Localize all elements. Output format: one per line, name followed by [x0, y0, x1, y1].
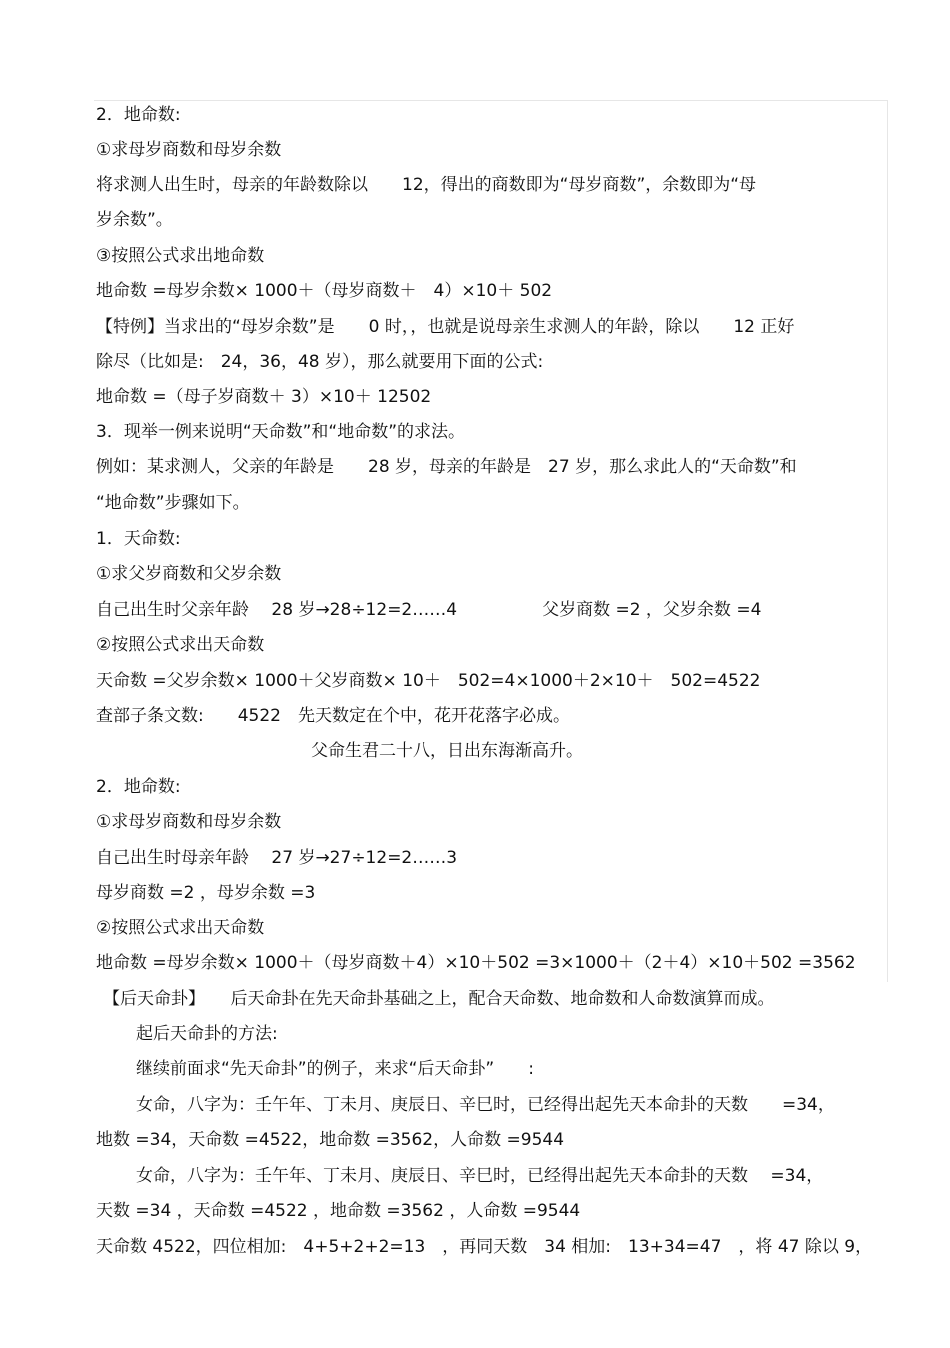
text-line: 自己出生时母亲年龄 27 岁→27÷12=2……3	[96, 848, 458, 868]
text-line: 2．地命数:	[96, 777, 181, 797]
text-line: ③按照公式求出地命数	[96, 246, 265, 266]
text-line: ①求母岁商数和母岁余数	[96, 812, 282, 832]
text-line: 父命生君二十八，日出东海渐高升。	[311, 741, 583, 761]
text-line: 将求测人出生时，母亲的年龄数除以 12，得出的商数即为“母岁商数”，余数即为“母	[96, 175, 757, 195]
text-line: 天命数 4522，四位相加: 4+5+2+2=13 ，再同天数 34 相加: 13+34=47 ，将 47 除以 9，	[96, 1237, 873, 1257]
text-line: 3．现举一例来说明“天命数”和“地命数”的求法。	[96, 422, 466, 442]
text-line: 岁余数”。	[96, 210, 173, 230]
text-line: 女命，八字为：壬午年、丁未月、庚辰日、辛巳时，已经得出起先天本命卦的天数 =34，	[136, 1095, 835, 1115]
text-line: 1．天命数:	[96, 529, 181, 549]
text-line: 地命数 =母岁余数× 1000＋（母岁商数＋4）×10＋502 =3×1000＋（2＋4）×10＋502 =3562	[96, 953, 856, 973]
text-line: 天数 =34 ，天命数 =4522 ，地命数 =3562 ，人命数 =9544	[96, 1201, 581, 1221]
text-line: 起后天命卦的方法:	[136, 1024, 278, 1044]
text-line: 2．地命数:	[96, 105, 181, 125]
text-line: 例如：某求测人，父亲的年龄是 28 岁，母亲的年龄是 27 岁，那么求此人的“天命数”和	[96, 457, 797, 477]
text-line: “地命数”步骤如下。	[96, 493, 250, 513]
text-line: 地命数 =（母子岁商数＋ 3）×10＋ 12502	[96, 387, 432, 407]
text-line: 母岁商数 =2 ，母岁余数 =3	[96, 883, 316, 903]
text-line: 继续前面求“先天命卦”的例子，来求“后天命卦” :	[136, 1059, 534, 1079]
text-line: 地命数 =母岁余数× 1000＋（母岁商数＋ 4）×10＋ 502	[96, 281, 553, 301]
text-line: 自己出生时父亲年龄 28 岁→28÷12=2……4 父岁商数 =2 ，父岁余数 =4	[96, 600, 762, 620]
text-line: ①求父岁商数和父岁余数	[96, 564, 282, 584]
text-line: 除尽（比如是: 24，36，48 岁），那么就要用下面的公式:	[96, 352, 544, 372]
text-line: ②按照公式求出天命数	[96, 918, 265, 938]
text-line: 查部子条文数: 4522 先天数定在个中，花开花落字必成。	[96, 706, 570, 726]
text-line: 天命数 =父岁余数× 1000＋父岁商数× 10＋ 502=4×1000＋2×10＋ 502=4522	[96, 671, 761, 691]
text-line: 女命，八字为：壬午年、丁未月、庚辰日、辛巳时，已经得出起先天本命卦的天数 =34，	[136, 1166, 824, 1186]
text-line: ①求母岁商数和母岁余数	[96, 140, 282, 160]
text-line: 地数 =34，天命数 =4522，地命数 =3562，人命数 =9544	[96, 1130, 565, 1150]
text-line: 【后天命卦】 后天命卦在先天命卦基础之上，配合天命数、地命数和人命数演算而成。	[103, 989, 775, 1009]
text-line: 【特例】当求出的“母岁余数”是 0 时，，也就是说母亲生求测人的年龄，除以 12 正好	[96, 317, 795, 337]
text-line: ②按照公式求出天命数	[96, 635, 265, 655]
